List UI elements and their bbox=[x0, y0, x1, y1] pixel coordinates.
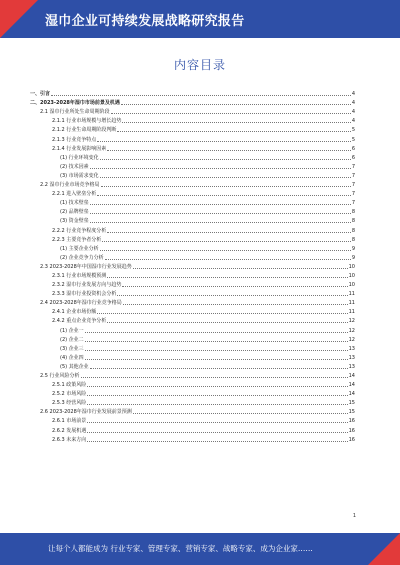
toc-entry[interactable] bbox=[30, 361, 355, 370]
toc-entry[interactable] bbox=[30, 334, 355, 343]
toc-entry-label: (2) 技术因素 bbox=[30, 165, 90, 170]
toc-leader-dots bbox=[117, 294, 347, 296]
toc-entry-label: 2.5 行业风险分析 bbox=[30, 374, 81, 379]
toc-entry-label: (2) 企业竞争力分析 bbox=[30, 256, 105, 261]
toc-entry-label: 2.3.2 湿巾行业发展方向与趋势 bbox=[30, 283, 122, 288]
toc-entry-page: 16 bbox=[348, 427, 355, 434]
toc-entry[interactable] bbox=[30, 415, 355, 424]
page-number: 1 bbox=[352, 513, 356, 519]
toc-leader-dots bbox=[87, 431, 347, 433]
toc-entry[interactable] bbox=[30, 324, 355, 333]
toc-leader-dots bbox=[87, 385, 347, 387]
toc-entry-label: (1) 主要企业分析 bbox=[30, 247, 100, 252]
toc-entry-label: (1) 技术壁垒 bbox=[30, 201, 90, 206]
toc-entry-label: 2.6.2 发展机遇 bbox=[30, 429, 87, 434]
toc-entry-label: 2.3.3 湿巾行业投资机会分析 bbox=[30, 292, 117, 297]
toc-entry-label: 2.4 2023-2028年湿巾行业竞争格局 bbox=[30, 301, 123, 306]
toc-entry-label: 2.2.2 行业竞争程度分析 bbox=[30, 229, 107, 234]
toc-entry[interactable] bbox=[30, 224, 355, 233]
toc-entry[interactable] bbox=[30, 297, 355, 306]
toc-entry[interactable] bbox=[30, 152, 355, 161]
toc-leader-dots bbox=[81, 376, 348, 378]
toc-entry-page: 15 bbox=[348, 409, 355, 416]
toc-entry-label: (2) 企业二 bbox=[30, 338, 85, 343]
toc-leader-dots bbox=[90, 221, 351, 223]
toc-leader-dots bbox=[87, 394, 347, 396]
toc-entry-page: 6 bbox=[351, 154, 355, 161]
toc-entry-page: 10 bbox=[348, 263, 355, 270]
toc-entry-page: 6 bbox=[351, 145, 355, 152]
toc-entry-page: 4 bbox=[351, 118, 355, 125]
toc-entry-page: 12 bbox=[348, 336, 355, 343]
toc-entry[interactable] bbox=[30, 279, 355, 288]
toc-entry-page: 7 bbox=[351, 191, 355, 198]
toc-leader-dots bbox=[117, 130, 350, 132]
report-footer bbox=[0, 533, 400, 565]
toc-entry-page: 8 bbox=[351, 227, 355, 234]
toc-entry[interactable] bbox=[30, 179, 355, 188]
toc-entry-page: 5 bbox=[351, 127, 355, 134]
toc-leader-dots bbox=[133, 267, 348, 269]
toc-leader-dots bbox=[107, 231, 351, 233]
toc-entry-page: 13 bbox=[348, 345, 355, 352]
toc-entry[interactable] bbox=[30, 215, 355, 224]
toc-entry[interactable] bbox=[30, 306, 355, 315]
toc-entry[interactable] bbox=[30, 115, 355, 124]
toc-entry-page: 13 bbox=[348, 363, 355, 370]
toc-leader-dots bbox=[90, 367, 348, 369]
toc-entry[interactable] bbox=[30, 388, 355, 397]
toc-entry[interactable] bbox=[30, 424, 355, 433]
toc-leader-dots bbox=[123, 303, 348, 305]
toc-entry[interactable] bbox=[30, 352, 355, 361]
toc-entry-page: 14 bbox=[348, 382, 355, 389]
toc-entry[interactable] bbox=[30, 97, 355, 106]
toc-leader-dots bbox=[97, 140, 351, 142]
toc-entry-page: 11 bbox=[348, 309, 355, 316]
toc-entry-page: 7 bbox=[351, 182, 355, 189]
toc-entry-label: 2.2 湿巾行业市场竞争格局 bbox=[30, 183, 101, 188]
toc-entry[interactable] bbox=[30, 133, 355, 142]
toc-entry[interactable] bbox=[30, 188, 355, 197]
toc-entry-label: (3) 市场需求变化 bbox=[30, 174, 100, 179]
toc-entry[interactable] bbox=[30, 434, 355, 443]
toc-leader-dots bbox=[101, 185, 351, 187]
table-of-contents bbox=[30, 88, 355, 443]
toc-entry-label: 2.1 湿巾行业所处生命周期阶段 bbox=[30, 110, 111, 115]
toc-leader-dots bbox=[85, 349, 348, 351]
toc-entry-label: 2.4.2 重点企业竞争分析 bbox=[30, 319, 107, 324]
toc-title: 内容目录 bbox=[173, 58, 226, 72]
toc-leader-dots bbox=[87, 421, 347, 423]
toc-leader-dots bbox=[121, 103, 351, 105]
toc-entry-label: 2.6.1 市场前景 bbox=[30, 419, 87, 424]
toc-entry[interactable] bbox=[30, 161, 355, 170]
toc-entry[interactable] bbox=[30, 379, 355, 388]
toc-entry[interactable] bbox=[30, 170, 355, 179]
toc-entry-label: 2.3 2023-2028年中国湿巾行业发展趋势 bbox=[30, 265, 133, 270]
toc-entry-label: 2.1.3 行业竞争特点 bbox=[30, 138, 97, 143]
toc-leader-dots bbox=[97, 194, 351, 196]
toc-entry-label: 2.1.4 行业发展影响因素 bbox=[30, 147, 107, 152]
toc-entry[interactable] bbox=[30, 270, 355, 279]
toc-entry-label: 二、2023-2028年湿巾市场前景及机遇 bbox=[30, 100, 120, 107]
toc-leader-dots bbox=[107, 149, 351, 151]
toc-entry-page: 4 bbox=[351, 91, 355, 98]
toc-entry[interactable] bbox=[30, 315, 355, 324]
toc-entry-page: 4 bbox=[351, 109, 355, 116]
toc-leader-dots bbox=[102, 240, 351, 242]
toc-entry-page: 9 bbox=[351, 254, 355, 261]
toc-entry[interactable] bbox=[30, 143, 355, 152]
toc-entry-page: 9 bbox=[351, 245, 355, 252]
toc-entry-label: 2.4.1 企业市场份额 bbox=[30, 310, 97, 315]
toc-entry[interactable] bbox=[30, 124, 355, 133]
toc-entry[interactable] bbox=[30, 197, 355, 206]
toc-entry-page: 11 bbox=[348, 300, 355, 307]
toc-entry-page: 10 bbox=[348, 282, 355, 289]
toc-entry-label: (4) 企业四 bbox=[30, 356, 85, 361]
toc-entry-page: 5 bbox=[351, 136, 355, 143]
toc-entry[interactable] bbox=[30, 370, 355, 379]
toc-entry-page: 7 bbox=[351, 200, 355, 207]
toc-entry[interactable] bbox=[30, 288, 355, 297]
toc-entry-page: 12 bbox=[348, 327, 355, 334]
report-header bbox=[0, 0, 400, 38]
toc-leader-dots bbox=[85, 358, 348, 360]
toc-entry-label: (3) 企业三 bbox=[30, 347, 85, 352]
toc-leader-dots bbox=[100, 249, 351, 251]
header-red-accent bbox=[0, 0, 38, 38]
toc-entry-page: 11 bbox=[348, 291, 355, 298]
toc-leader-dots bbox=[100, 158, 351, 160]
toc-entry-page: 4 bbox=[351, 100, 355, 107]
toc-entry-page: 7 bbox=[351, 163, 355, 170]
toc-leader-dots bbox=[111, 112, 351, 114]
toc-entry[interactable] bbox=[30, 106, 355, 115]
toc-leader-dots bbox=[107, 276, 347, 278]
toc-leader-dots bbox=[100, 176, 351, 178]
toc-entry-page: 14 bbox=[348, 391, 355, 398]
toc-leader-dots bbox=[97, 312, 347, 314]
toc-entry-label: (5) 其他企业 bbox=[30, 365, 90, 370]
toc-entry-label: (3) 资金壁垒 bbox=[30, 219, 90, 224]
footer-red-accent bbox=[368, 533, 400, 565]
toc-entry-label: 2.1.2 行业生命周期阶段判断 bbox=[30, 128, 117, 133]
toc-entry-label: 2.3.1 行业市场规模预测 bbox=[30, 274, 107, 279]
toc-entry[interactable] bbox=[30, 343, 355, 352]
toc-leader-dots bbox=[87, 440, 347, 442]
toc-leader-dots bbox=[133, 412, 348, 414]
toc-entry[interactable] bbox=[30, 406, 355, 415]
toc-entry-label: 2.2.1 进入壁垒分析 bbox=[30, 192, 97, 197]
toc-entry-page: 7 bbox=[351, 172, 355, 179]
toc-entry[interactable] bbox=[30, 234, 355, 243]
toc-entry-page: 15 bbox=[348, 400, 355, 407]
toc-entry-label: (2) 品牌壁垒 bbox=[30, 210, 90, 215]
toc-entry[interactable] bbox=[30, 397, 355, 406]
toc-entry-label: (1) 企业一 bbox=[30, 329, 85, 334]
toc-entry-label: 2.5.2 市场风险 bbox=[30, 392, 87, 397]
toc-leader-dots bbox=[105, 258, 351, 260]
toc-entry[interactable] bbox=[30, 243, 355, 252]
toc-entry-page: 10 bbox=[348, 272, 355, 279]
toc-leader-dots bbox=[51, 94, 351, 96]
toc-entry-label: 2.6 2023-2028年湿巾行业发展前景预测 bbox=[30, 410, 133, 415]
report-title: 湿巾企业可持续发展战略研究报告 bbox=[45, 14, 245, 29]
toc-entry-label: 2.1.1 行业市场规模与增长趋势 bbox=[30, 119, 122, 124]
toc-entry-label: 2.5.1 政策风险 bbox=[30, 383, 87, 388]
toc-entry-page: 16 bbox=[348, 436, 355, 443]
footer-slogan: 让每个人都能成为 行业专家、管理专家、营销专家、战略专家、成为企业家…… bbox=[48, 544, 313, 553]
toc-entry-label: 2.2.3 主要竞争者分析 bbox=[30, 238, 102, 243]
toc-entry[interactable] bbox=[30, 261, 355, 270]
toc-entry-page: 14 bbox=[348, 373, 355, 379]
toc-entry-page: 8 bbox=[351, 218, 355, 225]
toc-entry-label: 2.6.3 未来方向 bbox=[30, 438, 87, 443]
toc-leader-dots bbox=[122, 285, 347, 287]
toc-leader-dots bbox=[90, 212, 351, 214]
toc-entry[interactable] bbox=[30, 252, 355, 261]
toc-entry-page: 13 bbox=[348, 354, 355, 361]
toc-entry-page: 16 bbox=[348, 418, 355, 425]
toc-entry-label: 2.5.3 经营风险 bbox=[30, 401, 87, 406]
toc-leader-dots bbox=[107, 321, 347, 323]
toc-leader-dots bbox=[90, 167, 351, 169]
toc-leader-dots bbox=[122, 121, 350, 123]
toc-leader-dots bbox=[87, 403, 347, 405]
toc-entry-label: 一、引言 bbox=[30, 91, 51, 98]
toc-entry-page: 12 bbox=[348, 318, 355, 325]
toc-entry-page: 8 bbox=[351, 236, 355, 243]
toc-leader-dots bbox=[90, 203, 351, 205]
toc-entry-page: 8 bbox=[351, 209, 355, 216]
toc-entry[interactable] bbox=[30, 88, 355, 97]
toc-leader-dots bbox=[85, 340, 348, 342]
toc-entry[interactable] bbox=[30, 206, 355, 215]
toc-entry-label: (1) 行业环境变化 bbox=[30, 156, 100, 161]
toc-leader-dots bbox=[85, 331, 348, 333]
